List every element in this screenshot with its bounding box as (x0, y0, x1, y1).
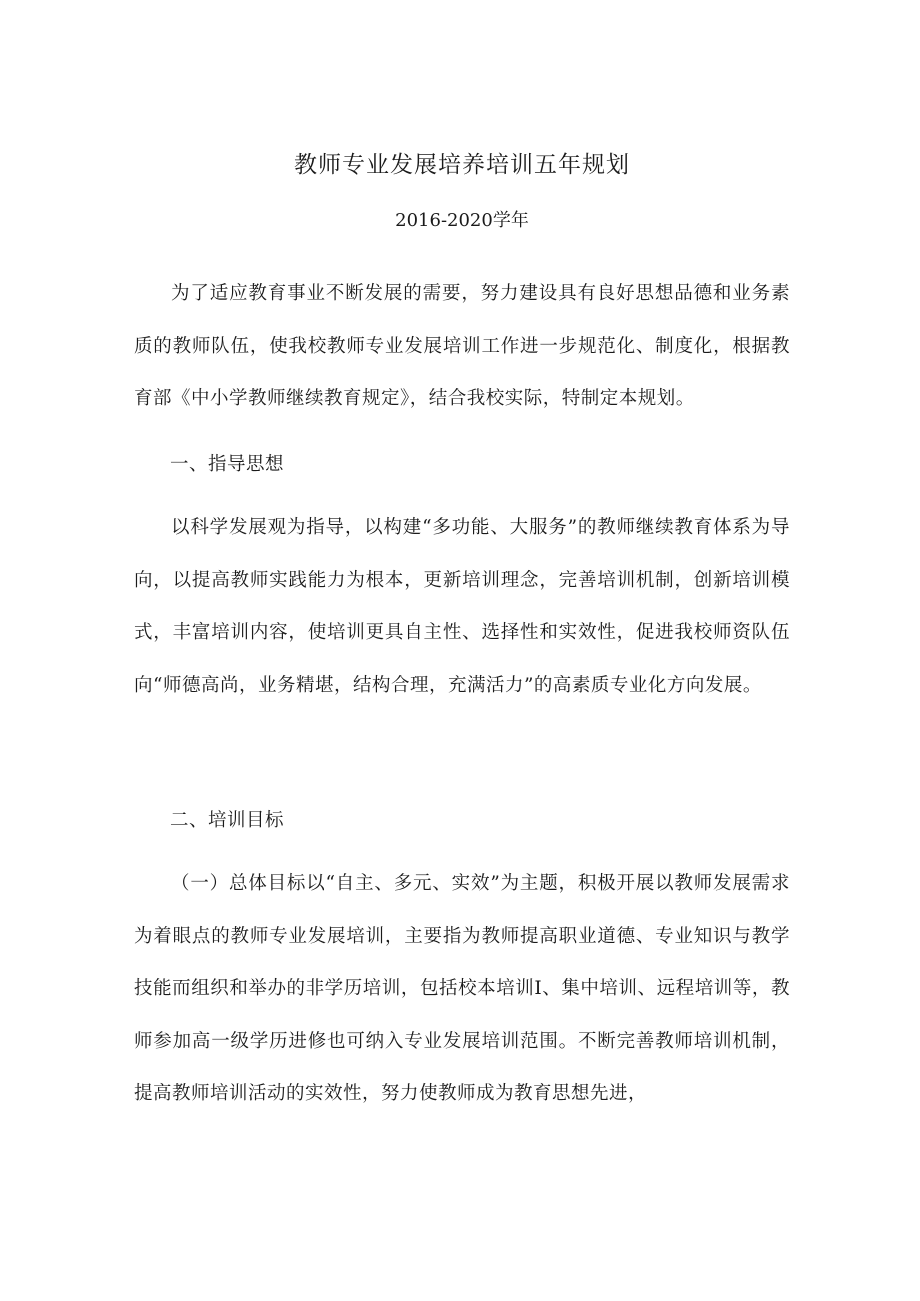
training-goals-paragraph: （一）总体目标以“自主、多元、实效”为主题，积极开展以教师发展需求为着眼点的教师专业发展培训，主要指为教师提高职业道德、专业知识与教学技能而组织和举办的非学历培训，包括校本培训Ⅰ、集中培训、远程培训等，教师参加高一级学历进修也可纳入专业发展培训范围。不断完善教师培训机制，提高教师培训活动的实效性，努力使教师成为教育思想先进， (134, 873, 790, 1104)
section-heading-training-goals: 二、培训目标 (170, 810, 285, 831)
document-subtitle: 2016-2020学年 (395, 210, 529, 231)
intro-paragraph: 为了适应教育事业不断发展的需要，努力建设具有良好思想品德和业务素质的教师队伍，使我校教师专业发展培训工作进一步规范化、制度化，根据教育部《中小学教师继续教育规定》，结合我校实际，特制定本规划。 (134, 283, 790, 409)
guiding-thought-paragraph: 以科学发展观为指导，以构建“多功能、大服务”的教师继续教育体系为导向，以提高教师实践能力为根本，更新培训理念，完善培训机制，创新培训模式，丰富培训内容，使培训更具自主性、选择性和实效性，促进我校师资队伍向“师德高尚，业务精堪，结构合理，充满活力”的高素质专业化方向发展。 (134, 517, 790, 696)
document-title: 教师专业发展培养培训五年规划 (294, 152, 630, 178)
section-heading-guiding-thought: 一、指导思想 (170, 454, 285, 475)
